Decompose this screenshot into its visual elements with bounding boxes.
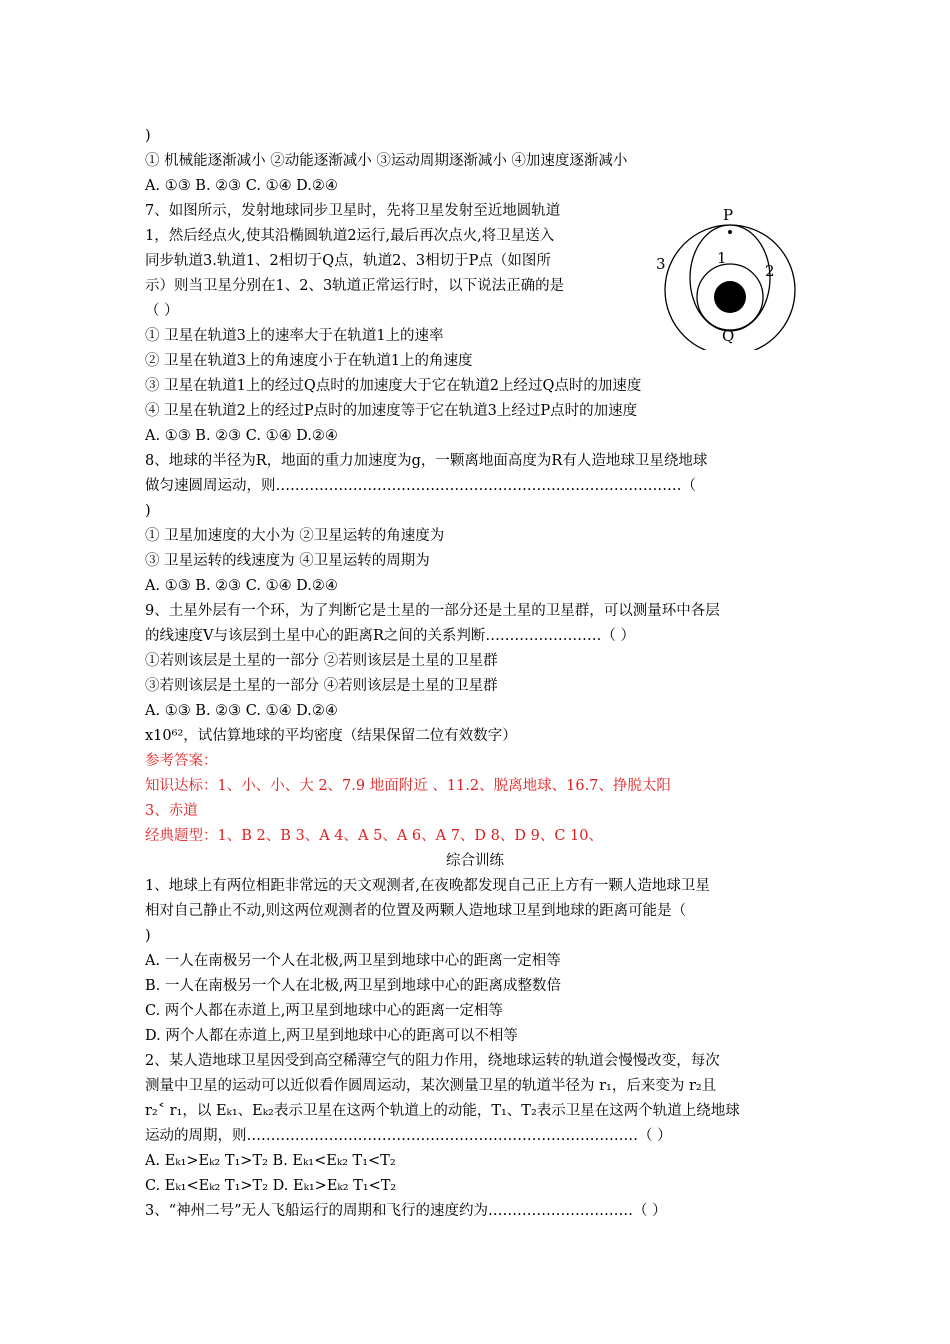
point-p-dot [728,230,732,234]
text-line: 相对自己静止不动,则这两位观测者的位置及两颗人造地球卫星到地球的距离可能是（ [145,903,687,919]
text-line: ③若则该层是土星的一部分 ④若则该层是土星的卫星群 [145,678,498,694]
text-line: ① 机械能逐渐减小 ②动能逐渐减小 ③运动周期逐渐减小 ④加速度逐渐减小 [145,153,628,169]
text-line: 运动的周期，则………………………………………………………………………（ ） [145,1128,672,1144]
label-2: 2 [765,262,775,280]
text-line: ) [145,128,151,144]
text-line: A. 一人在南极另一个人在北极,两卫星到地球中心的距离一定相等 [145,953,561,969]
text-line: 9、土星外层有一个环，为了判断它是土星的一部分还是土星的卫星群，可以测量环中各层 [145,603,720,619]
text-line: 知识达标：1、小、小、大 2、7.9 地面附近 、11.2、脱离地球、16.7、挣脱太阳 [145,778,671,794]
text-line: x10⁶²，试估算地球的平均密度（结果保留二位有效数字） [145,728,517,744]
text-line: 8、地球的半径为R，地面的重力加速度为g，一颗离地面高度为R有人造地球卫星绕地球 [145,453,708,469]
earth [714,281,746,313]
text-line: 的线速度V与该层到土星中心的距离R之间的关系判断……………………（ ） [145,628,635,644]
label-q: Q [722,327,735,345]
text-line: A. ①③ B. ②③ C. ①④ D.②④ [145,703,338,719]
text-line: 3、“神州二号”无人飞船运行的周期和飞行的速度约为…………………………（ ） [145,1203,667,1219]
text-line: C. Eₖ₁<Eₖ₂ T₁>T₂ D. Eₖ₁>Eₖ₂ T₁<T₂ [145,1178,397,1194]
text-line: ) [145,503,151,519]
text-line: A. ①③ B. ②③ C. ①④ D.②④ [145,428,338,444]
text-line: ③ 卫星在轨道1上的经过Q点时的加速度大于它在轨道2上经过Q点时的加速度 [145,378,642,394]
label-1: 1 [717,249,727,267]
text-line: A. ①③ B. ②③ C. ①④ D.②④ [145,578,338,594]
text-line: ①若则该层是土星的一部分 ②若则该层是土星的卫星群 [145,653,498,669]
text-line: D. 两个人都在赤道上,两卫星到地球中心的距离可以不相等 [145,1028,518,1044]
text-line: 参考答案： [145,753,218,769]
label-p: P [723,206,734,224]
text-line: ④ 卫星在轨道2上的经过P点时的加速度等于它在轨道3上经过P点时的加速度 [145,403,638,419]
orbit-diagram [650,200,810,350]
text-line: 经典题型：1、B 2、B 3、A 4、A 5、A 6、A 7、D 8、D 9、C 10、 [145,828,604,844]
text-line: ① 卫星加速度的大小为 ②卫星运转的角速度为 [145,528,445,544]
text-line: 做匀速圆周运动，则…………………………………………………………………………（ [145,478,696,494]
text-line: 3、赤道 [145,803,198,819]
text-line: 1、地球上有两位相距非常远的天文观测者,在夜晚都发现自己正上方有一颗人造地球卫星 [145,878,710,894]
text-line: 示）则当卫星分别在1、2、3轨道正常运行时，以下说法正确的是 [145,278,565,294]
text-line: 1，然后经点火,使其沿椭圆轨道2运行,最后再次点火,将卫星送入 [145,228,555,244]
label-3: 3 [656,255,666,273]
text-line: 2、某人造地球卫星因受到高空稀薄空气的阻力作用，绕地球运转的轨道会慢慢改变，每次 [145,1053,720,1069]
text-line: 测量中卫星的运动可以近似看作圆周运动，某次测量卫星的轨道半径为 r₁，后来变为 r₂且 [145,1078,717,1094]
text-line: B. 一人在南极另一个人在北极,两卫星到地球中心的距离成整数倍 [145,978,561,994]
text-line: （ ） [145,303,179,319]
text-line: r₂˂ r₁，以 Eₖ₁、Eₖ₂表示卫星在这两个轨道上的动能，T₁、T₂表示卫星在这两个轨道上绕地球 [145,1103,740,1119]
text-line: ③ 卫星运转的线速度为 ④卫星运转的周期为 [145,553,430,569]
text-line: C. 两个人都在赤道上,两卫星到地球中心的距离一定相等 [145,1003,503,1019]
text-line: 7、如图所示，发射地球同步卫星时，先将卫星发射至近地圆轨道 [145,203,561,219]
text-line: ① 卫星在轨道3上的速率大于在轨道1上的速率 [145,328,444,344]
text-line: 同步轨道3.轨道1、2相切于Q点，轨道2、3相切于P点（如图所 [145,253,551,269]
text-line: A. ①③ B. ②③ C. ①④ D.②④ [145,178,338,194]
text-line: ) [145,928,151,944]
text-line: ② 卫星在轨道3上的角速度小于在轨道1上的角速度 [145,353,473,369]
text-line: A. Eₖ₁>Eₖ₂ T₁>T₂ B. Eₖ₁<Eₖ₂ T₁<T₂ [145,1153,396,1169]
text-line: 综合训练 [446,853,504,869]
